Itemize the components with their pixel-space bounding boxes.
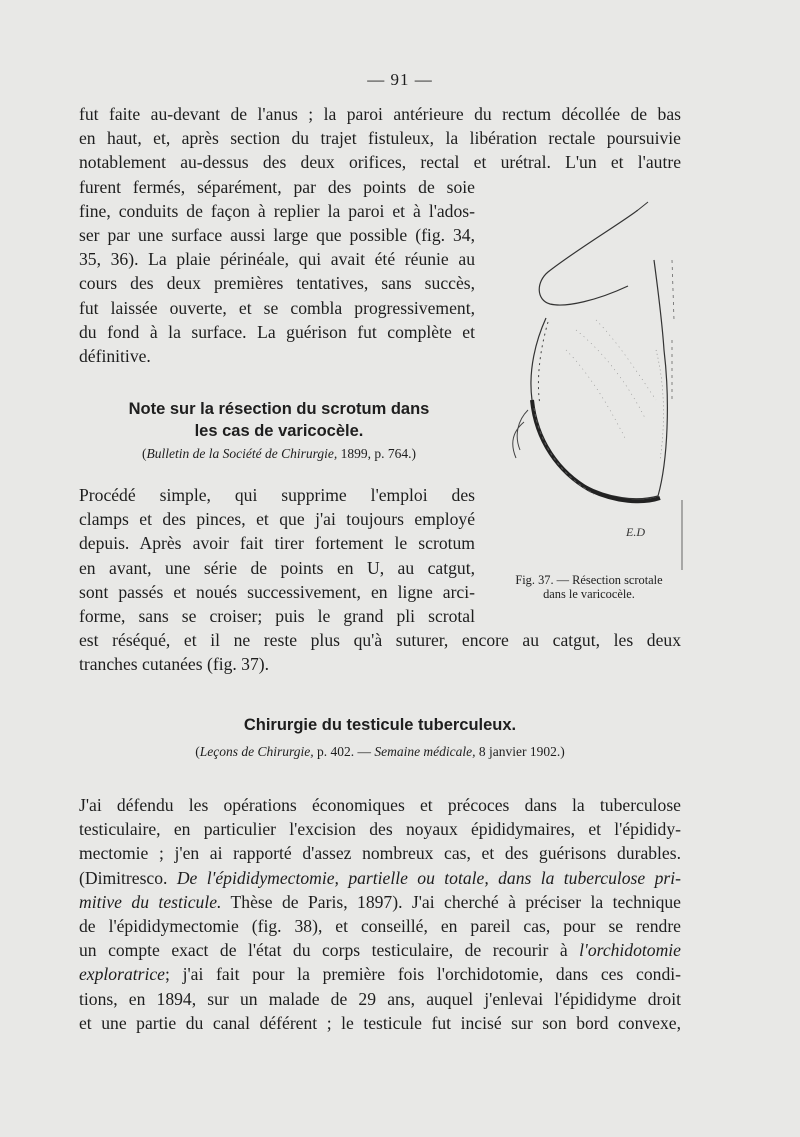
italic-text: De l'épididymectomie, partielle ou totale, dans la tuberculose pri-	[176, 867, 681, 888]
text-line: forme, sans se croiser; puis le grand pli scrotal	[79, 606, 475, 627]
text-line: fut laissée ouverte, et se combla progressivement,	[79, 297, 475, 318]
citation-varicocele: (Bulletin de la Société de Chirurgie, 1899, p. 764.)	[142, 446, 416, 461]
text-line: cours des deux premières tentatives, sans succès,	[79, 273, 475, 294]
text-line: sont passés et noués successivement, en ligne arci-	[79, 581, 475, 602]
text-run: tions, en 1894, sur un malade de 29 ans, auquel j'enlevai l'épididyme droit	[79, 988, 681, 1009]
text-line: fut faite au-devant de l'anus ; la paroi antérieure du rectum décollée de bas	[79, 104, 681, 124]
text-line: Procédé simple, qui supprime l'emploi des	[79, 485, 475, 505]
text-line: en haut, et, après section du trajet fistuleux, la libération rectale poursuivie	[79, 128, 681, 149]
text-run: un compte exact de l'état du corps testiculaire, de recourir à	[79, 940, 580, 961]
text-line: fine, conduits de façon à replier la paroi et à l'ados-	[79, 200, 475, 221]
text-run: mectomie ; j'en ai rapporté d'assez nombreux cas, et des guérisons durables.	[79, 843, 681, 864]
text-line: ser par une surface aussi large que possible (fig. 34,	[79, 225, 475, 246]
figure-caption: Fig. 37. — Résection scrotale dans le varicocèle.	[515, 573, 663, 601]
text-line	[79, 890, 681, 914]
text-line: est réséqué, et il ne reste plus qu'à suturer, encore au catgut, les deux	[79, 630, 681, 651]
text-run: testiculaire, en particulier l'excision des noyaux épididymaires, et l'épididy-	[79, 819, 681, 840]
citation-testicule: (Leçons de Chirurgie, p. 402. — Semaine médicale, 8 janvier 1902.)	[195, 744, 565, 759]
text-line	[79, 938, 681, 962]
text-line: 35, 36). La plaie périnéale, qui avait été réunie au	[79, 249, 475, 270]
text-run: et une partie du canal déférent ; le testicule fut incisé sur son bord convexe,	[79, 1012, 681, 1033]
text-line: furent fermés, séparément, par des points de soie	[79, 176, 475, 197]
text-line: clamps et des pinces, et que j'ai toujours employé	[79, 509, 475, 530]
italic-text: mitive du testicule.	[79, 891, 222, 912]
italic-text: l'orchidotomie	[579, 940, 681, 961]
text-line	[79, 793, 681, 817]
section-title-testicule: Chirurgie du testicule tuberculeux.	[243, 716, 517, 734]
text-line: définitive.	[79, 346, 151, 367]
page-number: — 91 —	[367, 70, 433, 89]
text-line	[79, 987, 681, 1011]
text-line: tranches cutanées (fig. 37).	[79, 654, 270, 675]
illustrator-signature: E.D	[626, 525, 645, 539]
text-line	[79, 962, 681, 986]
section-title-varicocele: Note sur la résection du scrotum dans les cas de varicocèle.	[128, 400, 430, 440]
italic-text: exploratrice	[79, 964, 165, 985]
text-line	[79, 1011, 681, 1035]
text-line	[79, 914, 681, 938]
text-line: du fond à la surface. La guérison fut complète et	[79, 321, 475, 342]
scrotal-resection-illustration	[506, 200, 686, 570]
text-line	[79, 866, 681, 890]
text-line	[79, 841, 681, 865]
text-line: depuis. Après avoir fait tirer fortement le scrotum	[79, 533, 475, 554]
text-run: de l'épididymectomie (fig. 38), et conseillé, en pareil cas, pour se rendre	[79, 916, 681, 937]
text-line: en avant, une série de points en U, au catgut,	[79, 557, 475, 578]
text-line: notablement au-dessus des deux orifices, rectal et urétral. L'un et l'autre	[79, 152, 681, 173]
text-run: ; j'ai fait pour la première fois l'orchidotomie, dans ces condi-	[164, 964, 681, 985]
testicule-paragraph	[79, 793, 681, 1035]
text-run: J'ai défendu les opérations économiques et précoces dans la tuberculose	[79, 795, 681, 815]
text-run: (Dimitresco.	[79, 867, 177, 888]
text-run: Thèse de Paris, 1897). J'ai cherché à préciser la technique	[221, 891, 681, 912]
text-line	[79, 817, 681, 841]
